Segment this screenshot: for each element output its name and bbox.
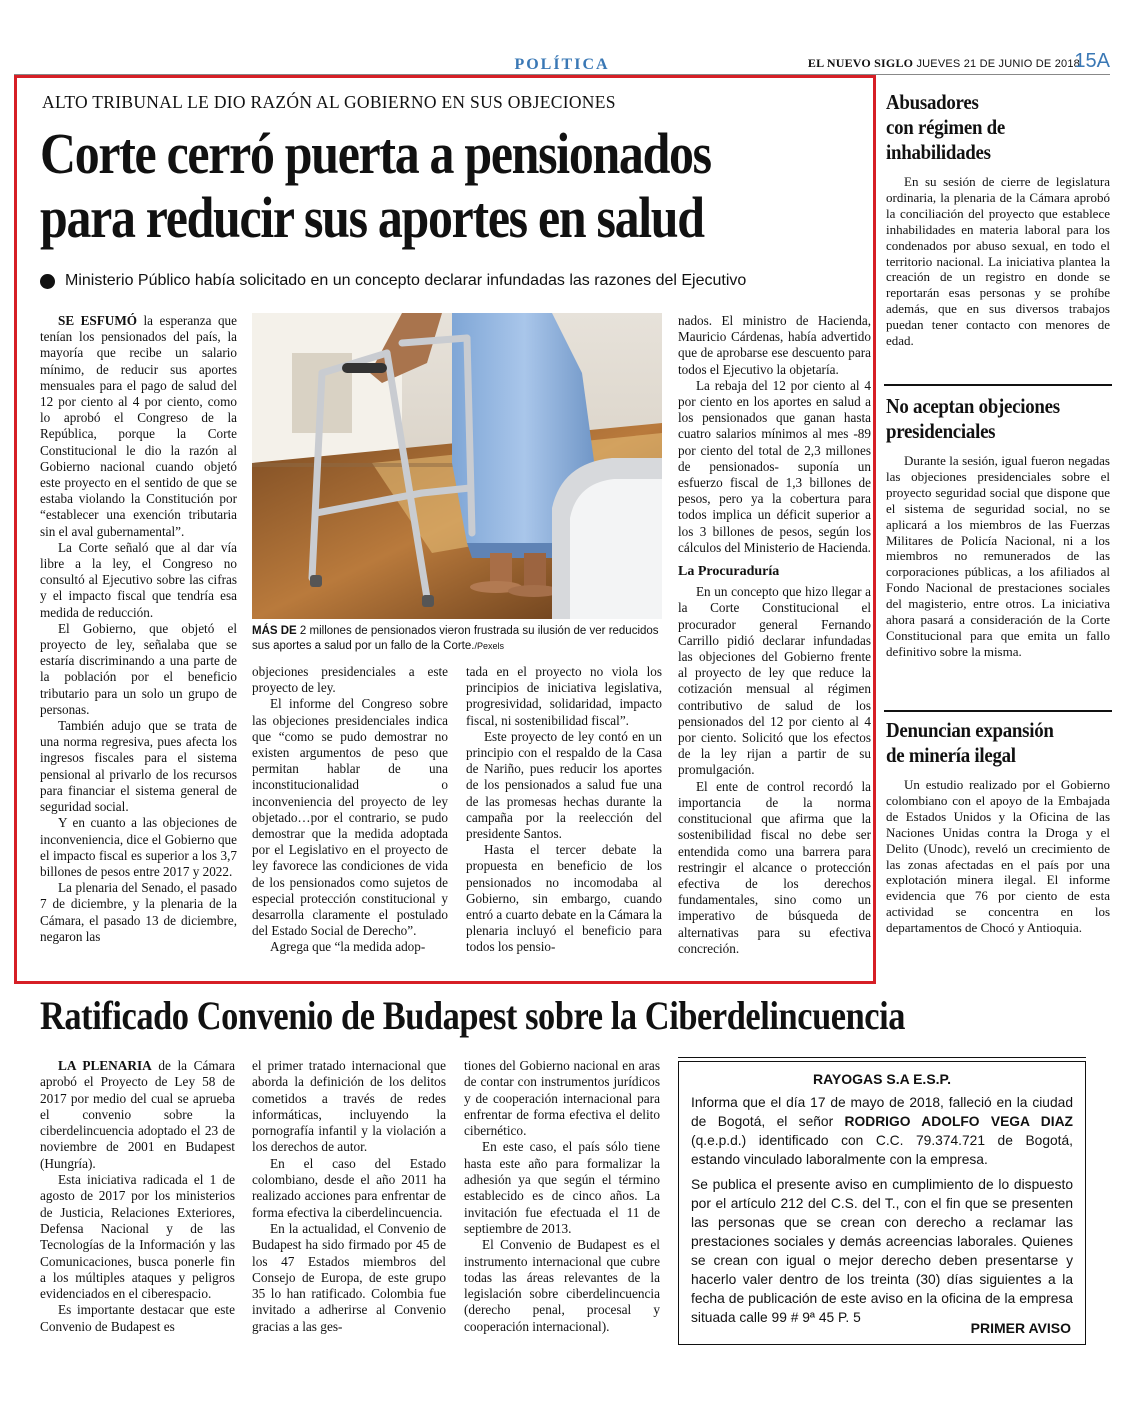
paragraph: Hasta el tercer debate la propuesta en beneficio de los pensionados no incomodaba al Gobierno, sin embargo, cuando entró a cuarto debate en la Cámara la plenaria incluyó el beneficio para todos los pensio- [466,842,662,955]
ad-text: Informa que el día 17 de mayo de 2018, falleció en la ciudad de Bogotá, el señor [691,1095,1073,1129]
ad-title: RAYOGAS S.A E.S.P. [813,1071,951,1087]
ad-person-name: RODRIGO ADOLFO VEGA DIAZ [844,1114,1073,1129]
paragraph: La Corte señaló que al dar vía libre a la ley, el Congreso no consultó al Ejecutivo sobre las cifras y el impacto fiscal que tendría esa medida de reducción. [40,539,237,620]
paragraph: En un concepto que hizo llegar a la Corte Constitucional el procurador general Fernando Carrillo pidió declarar infundadas las objeciones del Gobierno frente al proyecto de ley que reduce la cotización mensual al régimen contributivo de salud de los pensionados del 12 por ciento al 4 por ciento. Solicitó que los efectos de la ley rijan a partir de su promulgación. [678,584,871,778]
deck-text: Ministerio Público había solicitado en un concepto declarar infundadas las razones del Ejecutivo [65,272,747,289]
bottom-headline: Ratificado Convenio de Budapest sobre la Ciberdelincuencia [40,993,906,1038]
paragraph: nados. El ministro de Hacienda, Mauricio Cárdenas, había advertido que de aprobarse ese descuento para todos el Ejecutivo la objetaría. [678,313,871,377]
paragraph: El Convenio de Budapest es el instrumento internacional que cubre todas las áreas relevantes de la legislación sobre ciberdelincuencia (derecho penal, procesal y cooperación internacional). [464,1237,660,1334]
story-headline [40,122,762,250]
headline-line: inhabilidades [886,140,991,164]
sidebar-brief-1 [886,90,1110,349]
paragraph-text: de la Cámara aprobó el Proyecto de Ley 58 de 2017 por medio del cual se aprueba el convenio sobre la ciberdelincuencia adoptado el 23 de noviembre de 2001 en Budapest (Hungría). [40,1058,235,1171]
section-label: POLÍTICA [514,56,610,73]
paragraph: Y en cuanto a las objeciones de inconveniencia, dice el Gobierno que el impacto fiscal es superior a los 3,7 billones de pesos entre 2017 y 2022. [40,815,237,879]
brief-body [886,174,1110,349]
ad-body [679,1089,1085,1327]
story-column-4 [678,313,871,957]
sidebar-divider [884,710,1112,712]
paragraph: En su sesión de cierre de legislatura ordinaria, la plenaria de la Cámara aprobó la conciliación del proyecto que establece inhabilidades en materia laboral para los condenados por abuso sexual, en todo el territorio nacional. La iniciativa plantea la creación de un registro en donde se reportarán esas personas y se prohíbe además, que en sus diversos trabajos puedan tener contacto con menores de edad. [886,174,1110,349]
page-number: 15A [1074,50,1110,72]
photo-caption [252,624,662,653]
notice-ad [678,1061,1086,1345]
issue-date: JUEVES 21 DE JUNIO DE 2018 [916,58,1080,70]
brief-headline [886,718,1088,768]
paragraph: Durante la sesión, igual fueron negadas las objeciones presidenciales sobre el proyecto seguridad social que dispone que el sistema de seguridad social, no se aplicará a los miembros de las Fuerzas Militares de Policía Nacional, ni a los miembros no remunerados de las corporaciones públicas, a los afiliados al Fondo Nacional de prestaciones sociales del magisterio, entre otros. La iniciativa ahora pasará a consideración de la Corte Constitucional para que emita un fallo definitivo sobre la misma. [886,453,1110,659]
headline-line: de minería ilegal [886,743,1016,767]
paragraph [40,313,237,540]
headline-line: presidenciales [886,419,996,443]
bottom-column-3 [464,1058,660,1335]
headline-line: No aceptan objeciones [886,394,1060,418]
story-deck [40,272,746,290]
paragraph: Esta iniciativa radicada el 1 de agosto de 2017 por los ministerios de Justicia, Relaciones Exteriores, Defensa Nacional y de las Tecnologías de la Información y las Comunicaciones, busca ponerle fin a los múltiples ataques y peligros evidenciados en el ciberespacio. [40,1172,235,1302]
paragraph: El ente de control recordó la importancia de la norma constitucional que afirma que la sostenibilidad fiscal no debe ser entendida como una barrera para restringir el alcance o protección efectiva de los derechos fundamentales, sino como un imperativo de búsqueda de alternativas para su efectiva concreción. [678,778,871,956]
ad-paragraph: Se publica el presente aviso en cumplimiento de lo dispuesto por el artículo 212 del C.S. del T., con el fin que se presenten las personas que se crean con derecho a reclamar las prestaciones sociales y demás acreencias laborales. Quienes se crean con igual o mejor derecho deben presentarse y hacerlo valer dentro de los treinta (30) días siguientes a la fecha de publicación de este aviso en la oficina de la empresa situada calle 99 # 9ª 45 P. 5 [691,1177,1073,1325]
headline-line: Denuncian expansión [886,718,1054,742]
paragraph: También adujo que se trata de una norma regresiva, pues afecta los ingresos fiscales para el sistema pensional al privarlo de los recursos para financiar el sistema general de seguridad social. [40,718,237,815]
story-column-3 [466,664,662,956]
masthead [808,56,1080,71]
ad-text: (q.e.p.d.) identificado con C.C. 79.374.721 de Bogotá, estando vinculado laboralmente con la empresa. [691,1133,1073,1167]
caption-lead: MÁS DE [252,625,297,637]
ad-top-rule [678,1057,1086,1058]
paragraph: La rebaja del 12 por ciento al 4 por ciento en los aportes en salud a los pensionados que ganan hasta cuatro salarios mínimos al mes -89 por ciento del total de 2,3 millones de pensionados- suponía un esfuerzo fiscal de 1,3 billones de pesos, pero ya la cobertura para todos implica un déficit superior a los 3 billones de pesos, según los cálculos del Ministerio de Hacienda. [678,377,871,555]
paragraph: En la actualidad, el Convenio de Budapest ha sido firmado por 45 de los 47 Estados miembros del Consejo de Europa, de este grupo 35 lo han ratificado. Colombia fue invitado a adherirse al Convenio gracias a las ges- [252,1220,446,1334]
sidebar-brief-2 [886,394,1110,660]
brief-body [886,777,1110,936]
sidebar-divider [884,384,1112,386]
headline-line: con régimen de [886,115,1006,139]
brief-body [886,453,1110,660]
lead-in: SE ESFUMÓ [58,313,138,328]
story-column-1 [40,313,237,945]
headline-line-2: para reducir sus aportes en salud [40,185,704,250]
paragraph: La plenaria del Senado, el pasado 7 de diciembre, y la plenaria de la Cámara, el pasado 13 de diciembre, negaron las [40,880,237,944]
paragraph [40,1058,235,1172]
paragraph: tada en el proyecto no viola los principios de iniciativa legislativa, progresividad, solidaridad, impacto fiscal, ni sostenibilidad fiscal”. [466,664,662,728]
headline-line-1: Corte cerró puerta a pensionados [40,121,711,186]
paragraph: Es importante destacar que este Convenio de Budapest es [40,1302,235,1334]
brief-headline [886,394,1088,444]
paragraph: objeciones presidenciales a este proyecto de ley. [252,664,448,696]
paragraph: En el caso del Estado colombiano, desde el año 2011 ha realizado acciones para enfrentar de forma efectiva la ciberdelincuencia. [252,1155,446,1220]
subhead: La Procuraduría [678,564,780,580]
ad-paragraph [691,1093,1073,1169]
paper-name: EL NUEVO SIGLO [807,56,914,70]
caption-text: 2 millones de pensionados vieron frustrada su ilusión de ver reducidos sus aportes a salud por un fallo de la Corte. [252,625,659,652]
photo-credit: /Pexels [474,640,504,651]
paragraph: El informe del Congreso sobre las objeciones presidenciales indica que “como se pudo demostrar no existen argumentos de peso que permitan hablar de una inconstitucionalidad o inconveniencia del proyecto de ley objetado…por el contrario, se pudo demostrar que la medida adoptada por el Legislativo en el proyecto de ley favorece las condiciones de vida de los pensionados como sujetos de especial protección constitucional y desarrolla claramente el postulado del Estado Social de Derecho”. [252,696,448,939]
bottom-column-2 [252,1058,446,1335]
sidebar-brief-3 [886,718,1110,936]
bottom-column-1 [40,1058,235,1335]
story-kicker: ALTO TRIBUNAL LE DIO RAZÓN AL GOBIERNO EN SUS OBJECIONES [42,92,616,112]
paragraph: tiones del Gobierno nacional en aras de contar con instrumentos jurídicos y de cooperación internacional para enfrentar de forma efectiva el delito cibernético. [464,1058,660,1139]
paragraph: Agrega que “la medida adop- [270,939,426,955]
bullet-icon [40,274,55,289]
lead-in: LA PLENARIA [58,1058,152,1073]
paragraph: Este proyecto de ley contó en un principio con el respaldo de la Casa de Nariño, pues reducir los aportes de los pensionados a salud fue una de las promesas hechas durante la campaña por la reelección del presidente Santos. [466,728,662,842]
paragraph-text: la esperanza que tenían los pensionados del país, la mayoría que recibe un salario mínimo, de reducir sus aportes mensuales para el pago de salud del 12 por ciento al 4 por ciento, como lo aprobó el Congreso de la República, porque la Corte Constitucional le dio la razón al Gobierno nacional cuando objetó este proyecto en el sentido de que se estaba violando la Constitución por “establecer una exención tributaria sin el aval gubernamental”. [40,313,237,539]
story-photo [252,313,662,619]
headline-line: Abusadores [886,90,979,114]
paragraph: El Gobierno, que objetó el proyecto de ley, señalaba que se estaría discriminando a una parte de la población por el beneficio tributario para un solo un grupo de personas. [40,620,237,717]
brief-headline [886,90,1088,165]
paragraph: el primer tratado internacional que aborda la definición de los delitos cometidos a través de redes informáticas, incluyendo la pornografía infantil y la violación a los derechos de autor. [252,1058,446,1155]
paragraph: Un estudio realizado por el Gobierno colombiano con el apoyo de la Embajada de Estados Unidos y la Oficina de las Naciones Unidas contra la Droga y el Delito (Unodc), reveló un crecimiento de las zonas afectadas en el país por una explotación minera ilegal. El informe evidencia que 76 por ciento de esta actividad se concentra en los departamentos de Chocó y Antioquia. [886,777,1110,936]
story-column-2 [252,664,448,956]
walker-photo-illustration [252,313,662,619]
paragraph: En este caso, el país sólo tiene hasta este año para formalizar la adhesión ya que según el término establecido es de cinco años. La invitación fue efectuada el 11 de septiembre de 2013. [464,1139,660,1236]
ad-footer: PRIMER AVISO [970,1320,1071,1336]
